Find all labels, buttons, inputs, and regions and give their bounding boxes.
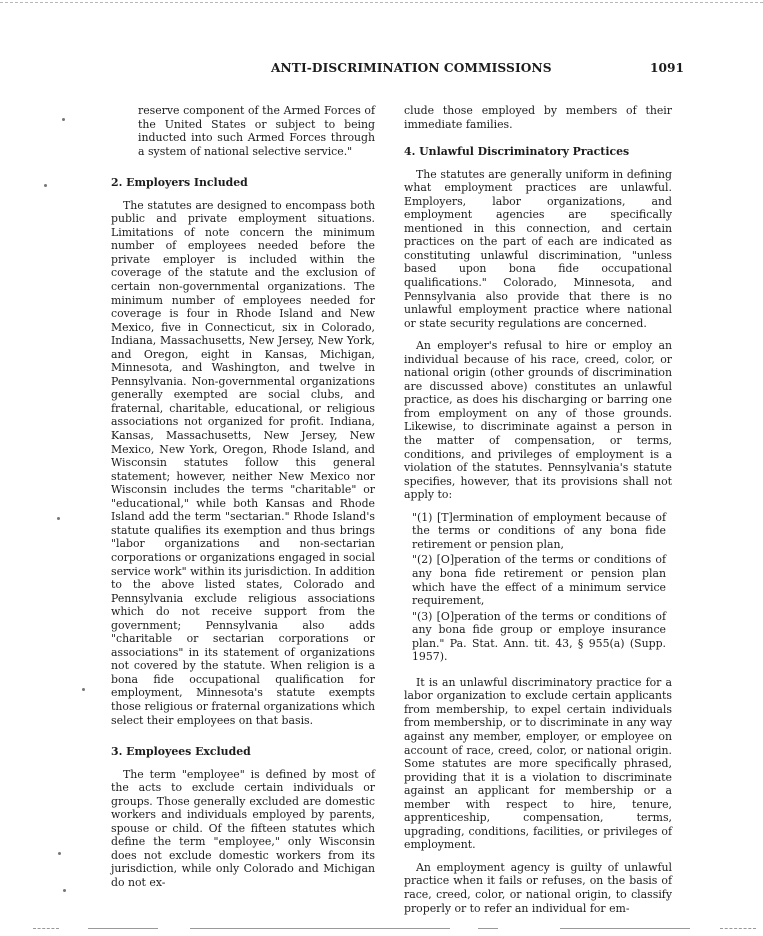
scan-speck xyxy=(44,184,47,187)
page-bottom-marks xyxy=(0,928,763,936)
scan-speck xyxy=(57,517,60,520)
scan-speck xyxy=(58,852,61,855)
quote-item-2: "(2) [O]peration of the terms or conditions of any bona fide retirement or pension plan which have the effect of a minimum service requirement, xyxy=(412,553,666,608)
paragraph-labor-organization: It is an unlawful discriminatory practice for a labor organization to exclude certain applicants from membership, to expel certain individuals from membership, or to discriminate in any way against any member, employer, or employee on account of race, creed, color, or national origin. Some statutes are more specifically phrased, providing that it is a violation to discriminate against an applicant for membership or a member with respect to hire, tenure, apprenticeship, compensation, terms, upgrading, conditions, facilities, or privileges of employment. xyxy=(404,675,672,852)
quote-item-3: "(3) [O]peration of the terms or conditions of any bona fide group or employe insurance plan." Pa. Stat. Ann. tit. 43, § 955(a) (Supp. 1957). xyxy=(412,609,666,664)
page-number: 1091 xyxy=(650,61,684,75)
paragraph-employers-included: The statutes are designed to encompass both public and private employment situations. Limitations of note concern the minimum number of employees needed before the private employer is included within the coverage of the statute and the exclusion of certain non-governmental organizations. The minimum number of employees needed for coverage is four in Rhode Island and New Mexico, five in Connecticut, six in Colorado, Indiana, Massachusetts, New Jersey, New York, and Oregon, eight in Kansas, Michigan, Minnesota, and Washington, and twelve in Pennsylvania. Non-governmental organizations generally exempted are social clubs, and fraternal, charitable, educational, or religious associations not organized for profit. Indiana, Kansas, Massachusetts, New Jersey, New Mexico, New York, Oregon, Rhode Island, and Wisconsin statutes follow this general statement; however, neither New Mexico nor Wisconsin includes the terms "charitable" or "educational," while both Kansas and Rhode Island add the term "sectarian." Rhode Island's statute qualifies its exemption and thus brings "labor organizations and non-sectarian corporations or organizations engaged in social service work" within its jurisdiction. In addition to the above listed states, Colorado and Pennsylvania exclude religious associations which do not receive support from the government; Pennsylvania also adds "charitable or sectarian corporations or associations" in its statement of organizations not covered by the statute. When religion is a bona fide occupational qualification for employment, Minnesota's statute exempts those religious or fraternal organizations which select their employees on that basis. xyxy=(111,198,375,727)
section-heading-employers-included: 2. Employers Included xyxy=(111,176,248,190)
paragraph-employer-refusal: An employer's refusal to hire or employ an individual because of his race, creed, color, or national origin (other grounds of discrimination are discussed above) constitutes an unlawful practice, as does his discharging or barring one from employment on any of those grounds. Likewise, to discriminate against a person in the matter of compensation, or terms, conditions, and privileges of employment is a violation of the statutes. Pennsylvania's statute specifies, however, that its provisions shall not apply to: xyxy=(404,339,672,502)
section-heading-employees-excluded: 3. Employees Excluded xyxy=(111,745,251,759)
scan-speck xyxy=(62,118,65,121)
scan-speck xyxy=(82,688,85,691)
paragraph-continuation: clude those employed by members of their immediate families. xyxy=(404,104,672,131)
paragraph-employment-agency: An employment agency is guilty of unlawful practice when it fails or refuses, on the basis of race, creed, color, or national origin, to classify properly or to refer an individual for em- xyxy=(404,860,672,915)
running-title: ANTI-DISCRIMINATION COMMISSIONS xyxy=(271,61,552,75)
paragraph-employees-excluded: The term "employee" is defined by most of the acts to exclude certain individuals or groups. Those generally excluded are domestic workers and individuals employed by parents, spouse or child. Of the fifteen statutes which define the term "employee," only Wisconsin does not exclude domestic workers from its jurisdiction, while only Colorado and Michigan do not ex- xyxy=(111,767,375,889)
quote-item-1: "(1) [T]ermination of employment because of the terms or conditions of any bona fide retirement or pension plan, xyxy=(412,510,666,551)
paragraph-practices-overview: The statutes are generally uniform in defining what employment practices are unlawful. Employers, labor organizations, and employment agencies are specifically mentioned in this connection, and certain practices on the part of each are indicated as constituting unlawful discrimination, "unless based upon bona fide occupational qualifications." Colorado, Minnesota, and Pennsylvania also provide that there is no unlawful employment practice where national or state security regulations are concerned. xyxy=(404,167,672,330)
section-heading-unlawful-practices: 4. Unlawful Discriminatory Practices xyxy=(404,145,630,159)
scan-speck xyxy=(63,889,66,892)
right-column xyxy=(404,104,672,924)
page-top-border xyxy=(0,2,763,3)
left-column xyxy=(111,104,375,899)
intro-continuation: reserve component of the Armed Forces of the United States or subject to being inducted into such Armed Forces through a system of national selective service." xyxy=(138,104,375,158)
